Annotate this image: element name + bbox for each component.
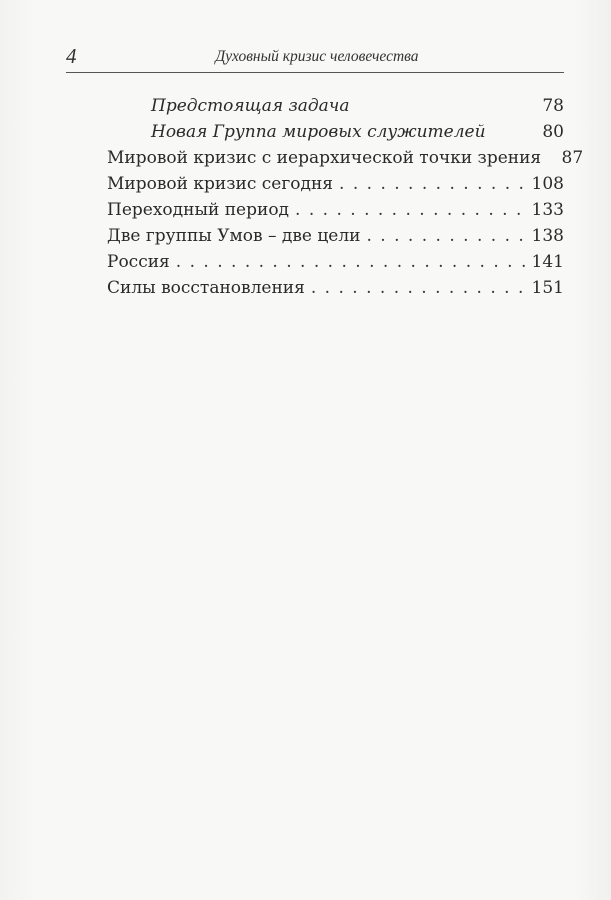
toc-leader: [339, 171, 526, 197]
toc-entry-page: 151: [531, 278, 564, 298]
toc-entry: [107, 223, 564, 249]
toc-entry-title: Две группы Умов – две цели: [107, 226, 361, 246]
toc-entry-page: 133: [531, 200, 564, 220]
toc-leader: [367, 223, 526, 249]
toc-entry-title: Переходный период: [107, 200, 290, 220]
toc-entry: [107, 145, 584, 171]
toc-entry: [107, 119, 564, 145]
page-number: 4: [66, 44, 77, 68]
toc-entry-title: Россия: [107, 252, 170, 272]
toc-leader: [295, 197, 526, 223]
toc-entry: [107, 93, 564, 119]
toc-entry-page: 80: [542, 122, 564, 142]
toc-entry: [107, 249, 564, 275]
toc-entry-page: 87: [561, 148, 584, 168]
toc-entry-title: Мировой кризис сегодня: [107, 174, 334, 194]
header-rule: [66, 72, 564, 73]
toc-leader: [311, 275, 526, 301]
toc-entry: [107, 197, 564, 223]
toc-entry-page: 78: [542, 96, 564, 116]
toc-entry-title: Новая Группа мировых служителей: [151, 122, 486, 142]
toc-entry-title: Силы восстановления: [107, 278, 305, 298]
toc-entry: [107, 275, 564, 301]
running-title: Духовный кризис человечества: [215, 48, 419, 65]
toc-entry-page: 138: [531, 226, 564, 246]
toc-entry-title: Предстоящая задача: [151, 96, 350, 116]
toc-entry-page: 141: [531, 252, 564, 272]
table-of-contents: [107, 93, 584, 301]
toc-entry-title: Мировой кризис с иерархической точки зрения: [107, 148, 542, 168]
toc-entry-page: 108: [531, 174, 564, 194]
toc-leader: [176, 249, 526, 275]
toc-entry: [107, 171, 564, 197]
